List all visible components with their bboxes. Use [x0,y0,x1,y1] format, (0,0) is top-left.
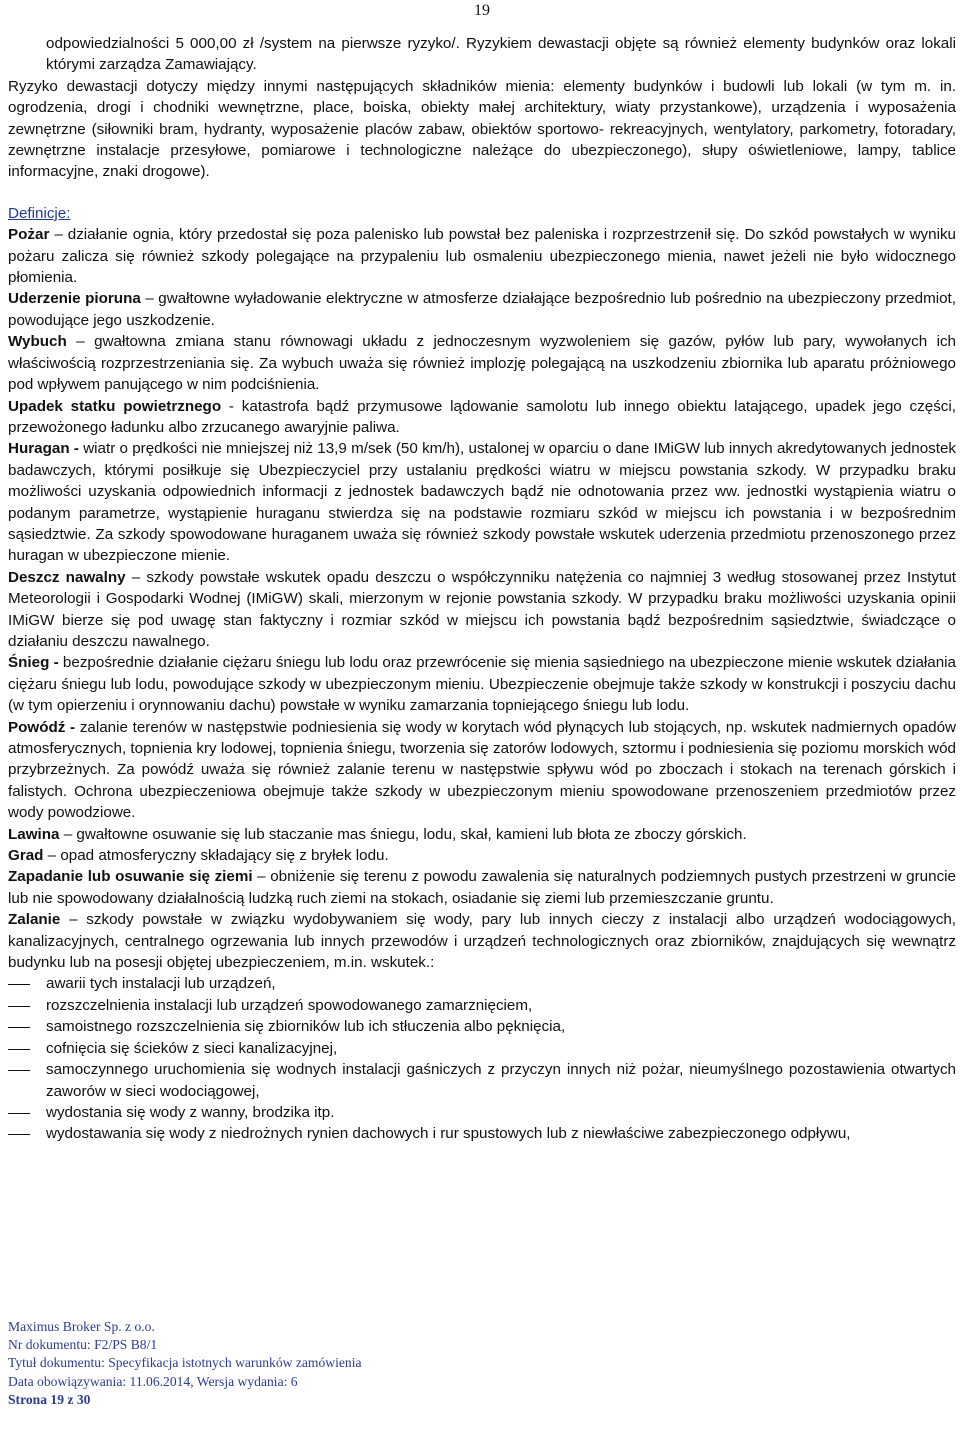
intro-paragraph-2: Ryzyko dewastacji dotyczy między innymi następujących składników mienia: elementy budynków i budowli lub lokali (w tym m. in. ogrodzenia, drogi i chodniki wewnętrzne, place, boiska, obiekty małej architektury, wiaty przystankowe), urządzenia i wyposażenia zewnętrzne (siłowniki bram, hydranty, wyposażenie placów zabaw, obiektów sportowo- rekreacyjnych, wentylatory, parkometry, fotoradary, zewnętrzne instalacje przesyłowe, pomiarowe i technologiczne należące do ubezpieczonego), słupy oświetleniowe, lampy, tablice informacyjne, znaki drogowe). [8,77,956,181]
definition-uderzenie-pioruna [8,288,956,331]
list-item-text: wydostania się wody z wanny, brodzika itp. [46,1103,335,1121]
list-item-text: samoczynnego uruchomienia się wodnych instalacji gaśniczych z przyczyn innych niż pożar, nieumyślnego pozostawienia otwartych zaworów w sieci wodociągowej, [46,1061,956,1100]
list-item-text: wydostawania się wody z niedrożnych rynien dachowych i rur spustowych lub z niewłaściwe zabezpieczonego odpływu, [46,1125,851,1143]
definition-term: Śnieg - [8,654,59,672]
definition-term: Lawina [8,825,60,843]
definition-huragan [8,438,956,566]
intro-paragraph-1: odpowiedzialności 5 000,00 zł /system na pierwsze ryzyko/. Ryzykiem dewastacji objęte są również elementy budynków oraz lokali którymi zarządza Zamawiający. [46,35,956,74]
definition-text: – obniżenie się terenu z powodu zawalenia się naturalnych podziemnych pustych przestrzeni w gruncie lub nie spowodowany działalnością ludzką ruch ziemi na stokach, osiadanie się ziemi lub przemieszczanie gruntu. [8,868,956,907]
list-item [8,1102,956,1123]
page-number: 19 [474,2,490,19]
definition-text: – opad atmosferyczny składający się z bryłek lodu. [43,847,389,865]
list-item [8,1059,956,1102]
definition-text: bezpośrednie działanie ciężaru śniegu lub lodu oraz przewrócenie się mienia sąsiedniego na ubezpieczone mienie wskutek działania ciężaru śniegu lub lodu, powodujące szkody w ubezpieczonym mieniu. Ubezpieczenie obejmuje także szkody w konstrukcji i poszyciu dachu (w tym opierzeniu i orynnowaniu dachu) powstałe w wyniku zamarzania topniejącego śniegu lub lodu. [8,654,956,715]
definition-zalanie [8,909,956,973]
footer-company: Maximus Broker Sp. z o.o. [8,1319,155,1334]
definition-zapadanie-ziemi [8,866,956,909]
footer-validity: Data obowiązywania: 11.06.2014, Wersja wydania: 6 [8,1373,298,1389]
list-item-text: samoistnego rozszczelnienia się zbiorników lub ich stłuczenia albo pęknięcia, [46,1018,566,1036]
list-item [8,973,956,994]
definition-wybuch [8,331,956,395]
definition-lawina [8,824,956,845]
list-item [8,1016,956,1037]
definition-text: – gwałtowna zmiana stanu równowagi układu z jednoczesnym wyzwoleniem się gazów, pyłów lub pary, wywołanych ich właściwością rozprzestrzeniania się. Za wybuch uważa się również implozję polegającą na uszkodzeniu zbiornika lub aparatu próżniowego pod wpływem panującego w nim podciśnienia. [8,333,956,394]
definition-term: Grad [8,847,44,865]
definition-text: – działanie ognia, który przedostał się poza palenisko lub powstał bez paleniska i rozprzestrzenił się. Do szkód powstałych w wyniku pożaru zalicza się również szkody polegające na przypaleniu lub osmaleniu ubezpieczonego mienia, nawet jeżeli nie było widocznego płomienia. [8,226,956,287]
definition-pozar [8,224,956,288]
document-body [8,33,956,1145]
definition-snieg [8,652,956,716]
definition-text: – szkody powstałe wskutek opadu deszczu o współczynniku natężenia co najmniej 3 według stosowanej przez Instytut Meteorologii i Gospodarki Wodnej (IMiGW) skali, mierzonym w rejonie powstania szkody. W przypadku braku możliwości uzyskania opinii IMiGW bierze się pod uwagę stan faktyczny i rozmiar szkód w miejscu ich powstania bądź bezpośrednim sąsiedztwie, świadczące o działaniu deszczu nawalnego. [8,568,956,650]
definition-deszcz-nawalny [8,567,956,653]
definition-grad [8,845,956,866]
definition-term: Huragan - [8,440,79,458]
definitions-heading: Definicje: [8,204,71,222]
definition-text: zalanie terenów w następstwie podniesienia się wody w korytach wód płynących lub stojących, np. wskutek nadmiernych opadów atmosferycznych, topnienia kry lodowej, topnienia śniegu, tworzenia się zatorów lodowych, sztormu i podniesienia się poziomu morskich wód przybrzeżnych. Za powódź uważa się również zalanie terenu w następstwie spływu wód po zboczach i stokach na terenach górskich i falistych. Ochrona ubezpieczeniowa obejmuje także szkody w ubezpieczonym mieniu spowodowane przenoszeniem przedmiotów przez wody powodziowe. [8,718,956,822]
footer-doc-title: Tytuł dokumentu: Specyfikacja istotnych warunków zamówienia [8,1355,362,1371]
definition-upadek-statku [8,396,956,439]
list-item [8,1038,956,1059]
definition-term: Pożar [8,226,50,244]
definition-text: – szkody powstałe w związku wydobywaniem się wody, pary lub innych cieczy z instalacji albo urządzeń wodociągowych, kanalizacyjnych, centralnego ogrzewania lub innych przewodów i urządzeń technologicznych oraz zbiorników, znajdujących się wewnątrz budynku lub na posesji objętej ubezpieczeniem, m.in. wskutek.: [8,911,956,972]
definition-term: Zalanie [8,911,61,929]
definition-text: – gwałtowne wyładowanie elektryczne w atmosferze działające bezpośrednio lub pośrednio na ubezpieczony przedmiot, powodujące jego uszkodzenie. [8,290,956,329]
list-item [8,1123,956,1144]
definition-text: wiatr o prędkości nie mniejszej niż 13,9 m/sek (50 km/h), ustalonej w oparciu o dane IMiGW lub innych akredytowanych jednostek badawczych, którymi posiłkuje się Ubezpieczyciel przy ustalaniu prędkości wiatru w miejscu powstania szkody. W przypadku braku możliwości uzyskania odpowiednich informacji z jednostek badawczych bądź nie odnotowania przez ww. jednostki wystąpienia wiatru o podanym parametrze, wystąpienie huraganu stwierdza się na podstawie rozmiaru szkód w miejscu ich powstania i w bezpośrednim sąsiedztwie. Za szkody spowodowane huraganem uważa się również szkody powstałe wskutek uderzenia przedmiotu przenoszonego przez huragan w ubezpieczone mienie. [8,440,957,565]
definition-term: Upadek statku powietrznego [8,397,222,415]
definition-term: Wybuch [8,333,67,351]
list-item [8,995,956,1016]
document-footer [8,1318,362,1409]
definition-text: - katastrofa bądź przymusowe lądowanie samolotu lub innego obiektu latającego, upadek jego części, przewożonego ładunku albo zrzucanego awaryjnie paliwa. [8,397,956,436]
list-item-text: cofnięcia się ścieków z sieci kanalizacyjnej, [46,1039,338,1057]
definition-term: Powódź - [8,718,76,736]
definition-term: Deszcz nawalny [8,568,126,586]
definition-term: Uderzenie pioruna [8,290,141,308]
definition-powodz [8,717,956,824]
list-item-text: awarii tych instalacji lub urządzeń, [46,975,276,993]
definition-text: – gwałtowne osuwanie się lub staczanie mas śniegu, lodu, skał, kamieni lub błota ze zboczy górskich. [59,825,747,843]
footer-page-label: Strona 19 z 30 [8,1391,91,1407]
list-item-text: rozszczelnienia instalacji lub urządzeń spowodowanego zamarznięciem, [46,996,533,1014]
zalanie-causes-list [8,973,956,1144]
footer-doc-number: Nr dokumentu: F2/PS B8/1 [8,1337,158,1353]
definition-term: Zapadanie lub osuwanie się ziemi [8,868,253,886]
